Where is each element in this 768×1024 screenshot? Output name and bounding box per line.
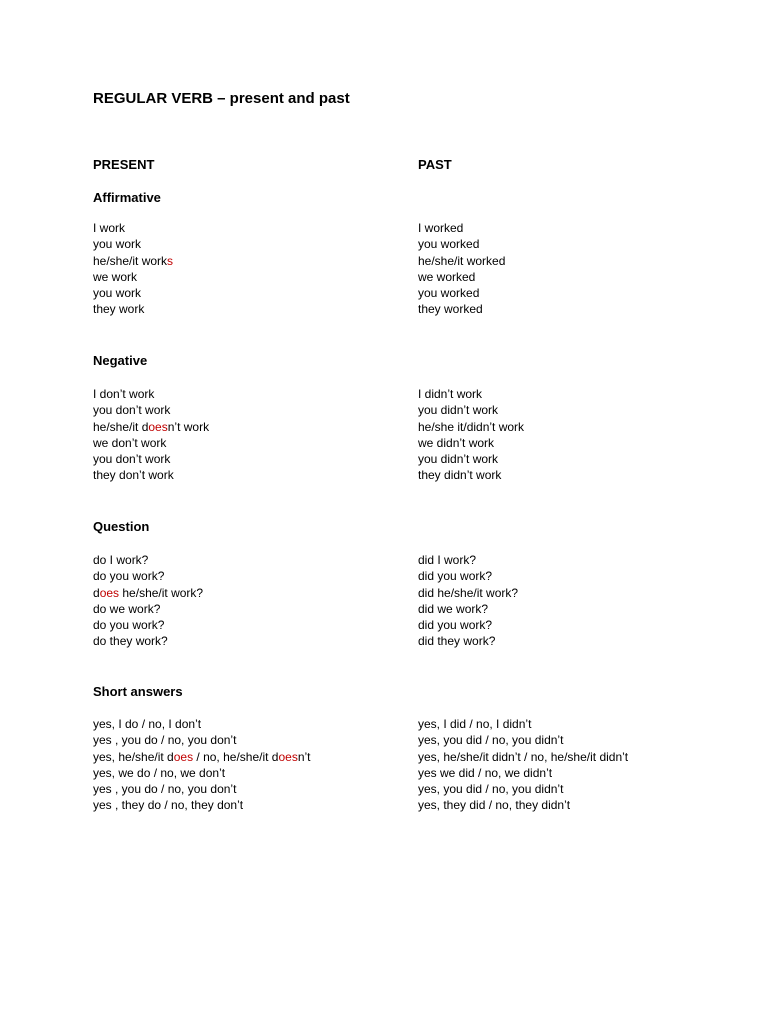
present-form-row xyxy=(93,633,203,649)
verb-text: you work xyxy=(93,237,142,252)
verb-text: yes, I do / no, I don’t xyxy=(93,717,202,731)
verb-text: yes , you do / no, you don’t xyxy=(93,782,237,797)
present-form-row xyxy=(93,716,311,732)
section-heading-question: Question xyxy=(93,519,150,534)
verb-text: yes, we do / no, we don’t xyxy=(93,765,226,780)
present-form-row xyxy=(93,585,203,601)
past-form-row xyxy=(418,285,505,301)
past-form-row xyxy=(418,386,524,402)
verb-text: yes, you did / no, you didn’t xyxy=(418,782,564,797)
present-form-row xyxy=(93,781,311,797)
verb-text: you didn’t work xyxy=(418,403,499,418)
verb-text: did we work? xyxy=(418,601,489,616)
verb-text: n’t xyxy=(297,749,311,764)
past-form-row xyxy=(418,781,628,797)
present-form-row xyxy=(93,467,209,483)
verb-text: do you work? xyxy=(93,618,165,633)
present-form-row xyxy=(93,765,311,781)
verb-text: / no, he/she/it d xyxy=(193,749,279,764)
verb-text: yes, you did / no, you didn’t xyxy=(418,733,564,748)
verb-text: did he/she/it work? xyxy=(418,585,519,600)
present-form-row xyxy=(93,236,173,252)
present-list-question xyxy=(93,552,203,650)
verb-text: n’t work xyxy=(167,419,210,434)
highlighted-ending: s xyxy=(167,253,174,268)
column-header-past: PAST xyxy=(418,157,452,172)
present-form-row xyxy=(93,552,203,568)
present-form-row xyxy=(93,435,209,451)
present-form-row xyxy=(93,285,173,301)
past-form-row xyxy=(418,435,524,451)
past-form-row xyxy=(418,253,505,269)
verb-text: did you work? xyxy=(418,618,493,633)
past-form-row xyxy=(418,220,505,236)
past-form-row xyxy=(418,585,518,601)
verb-text: do I work? xyxy=(93,553,149,567)
past-form-row xyxy=(418,633,518,649)
past-form-row xyxy=(418,451,524,467)
section-heading-short-answers: Short answers xyxy=(93,684,183,699)
present-form-row xyxy=(93,402,209,418)
verb-text: he/she/it d xyxy=(93,419,149,434)
verb-text: yes, they did / no, they didn’t xyxy=(418,798,571,813)
past-form-row xyxy=(418,797,628,813)
verb-text: I worked xyxy=(418,221,464,235)
page-title: REGULAR VERB – present and past xyxy=(93,90,350,107)
present-list-negative xyxy=(93,386,209,484)
past-list-negative xyxy=(418,386,524,484)
past-form-row xyxy=(418,236,505,252)
present-list-affirmative xyxy=(93,220,173,318)
present-form-row xyxy=(93,220,173,236)
highlighted-ending: oes xyxy=(278,749,298,764)
past-form-row xyxy=(418,301,505,317)
verb-text: I didn’t work xyxy=(418,387,483,401)
verb-text: you worked xyxy=(418,237,480,252)
verb-text: yes, I did / no, I didn’t xyxy=(418,717,532,731)
verb-text: yes, he/she/it didn’t / no, he/she/it didn’t xyxy=(418,749,629,764)
verb-text: did I work? xyxy=(418,553,477,567)
verb-text: yes, he/she/it d xyxy=(93,749,174,764)
verb-text: he/she it/didn’t work xyxy=(418,419,525,434)
verb-text: we worked xyxy=(418,269,476,284)
verb-text: you don’t work xyxy=(93,403,171,418)
verb-text: we didn’t work xyxy=(418,435,495,450)
verb-text: yes , they do / no, they don’t xyxy=(93,798,244,813)
verb-text: he/she/it work? xyxy=(119,585,204,600)
past-form-row xyxy=(418,568,518,584)
verb-text: he/she/it work xyxy=(93,253,168,268)
past-list-affirmative xyxy=(418,220,505,318)
verb-text: I don’t work xyxy=(93,387,155,401)
present-list-short-answers xyxy=(93,716,311,814)
verb-text: you don’t work xyxy=(93,452,171,467)
present-form-row xyxy=(93,253,173,269)
past-form-row xyxy=(418,402,524,418)
past-form-row xyxy=(418,552,518,568)
verb-text: did you work? xyxy=(418,569,493,584)
past-form-row xyxy=(418,617,518,633)
present-form-row xyxy=(93,749,311,765)
past-form-row xyxy=(418,419,524,435)
highlighted-ending: oes xyxy=(173,749,194,764)
present-form-row xyxy=(93,269,173,285)
verb-text: d xyxy=(93,585,100,600)
present-form-row xyxy=(93,797,311,813)
verb-text: they worked xyxy=(418,302,483,317)
verb-text: do you work? xyxy=(93,569,165,584)
verb-text: they work xyxy=(93,302,145,317)
past-form-row xyxy=(418,765,628,781)
present-form-row xyxy=(93,601,203,617)
past-form-row xyxy=(418,269,505,285)
present-form-row xyxy=(93,386,209,402)
present-form-row xyxy=(93,568,203,584)
present-form-row xyxy=(93,617,203,633)
past-list-short-answers xyxy=(418,716,628,814)
past-form-row xyxy=(418,601,518,617)
section-heading-negative: Negative xyxy=(93,353,148,368)
verb-text: yes , you do / no, you don’t xyxy=(93,733,237,748)
verb-text: we work xyxy=(93,269,138,284)
past-form-row xyxy=(418,732,628,748)
verb-text: do they work? xyxy=(93,634,168,649)
verb-text: you didn’t work xyxy=(418,452,499,467)
present-form-row xyxy=(93,301,173,317)
section-heading-affirmative: Affirmative xyxy=(93,190,161,205)
verb-text: they didn’t work xyxy=(418,468,502,483)
verb-text: you work xyxy=(93,286,142,301)
present-form-row xyxy=(93,451,209,467)
column-header-present: PRESENT xyxy=(93,157,155,172)
verb-text: they don’t work xyxy=(93,468,174,483)
present-form-row xyxy=(93,419,209,435)
verb-text: yes we did / no, we didn’t xyxy=(418,765,553,780)
verb-text: did they work? xyxy=(418,634,496,649)
past-list-question xyxy=(418,552,518,650)
past-form-row xyxy=(418,716,628,732)
verb-text: I work xyxy=(93,221,126,235)
past-form-row xyxy=(418,467,524,483)
highlighted-ending: oes xyxy=(99,585,120,600)
verb-text: do we work? xyxy=(93,601,161,616)
verb-text: you worked xyxy=(418,286,480,301)
highlighted-ending: oes xyxy=(148,419,168,434)
verb-text: we don’t work xyxy=(93,435,167,450)
present-form-row xyxy=(93,732,311,748)
verb-text: he/she/it worked xyxy=(418,253,506,268)
past-form-row xyxy=(418,749,628,765)
